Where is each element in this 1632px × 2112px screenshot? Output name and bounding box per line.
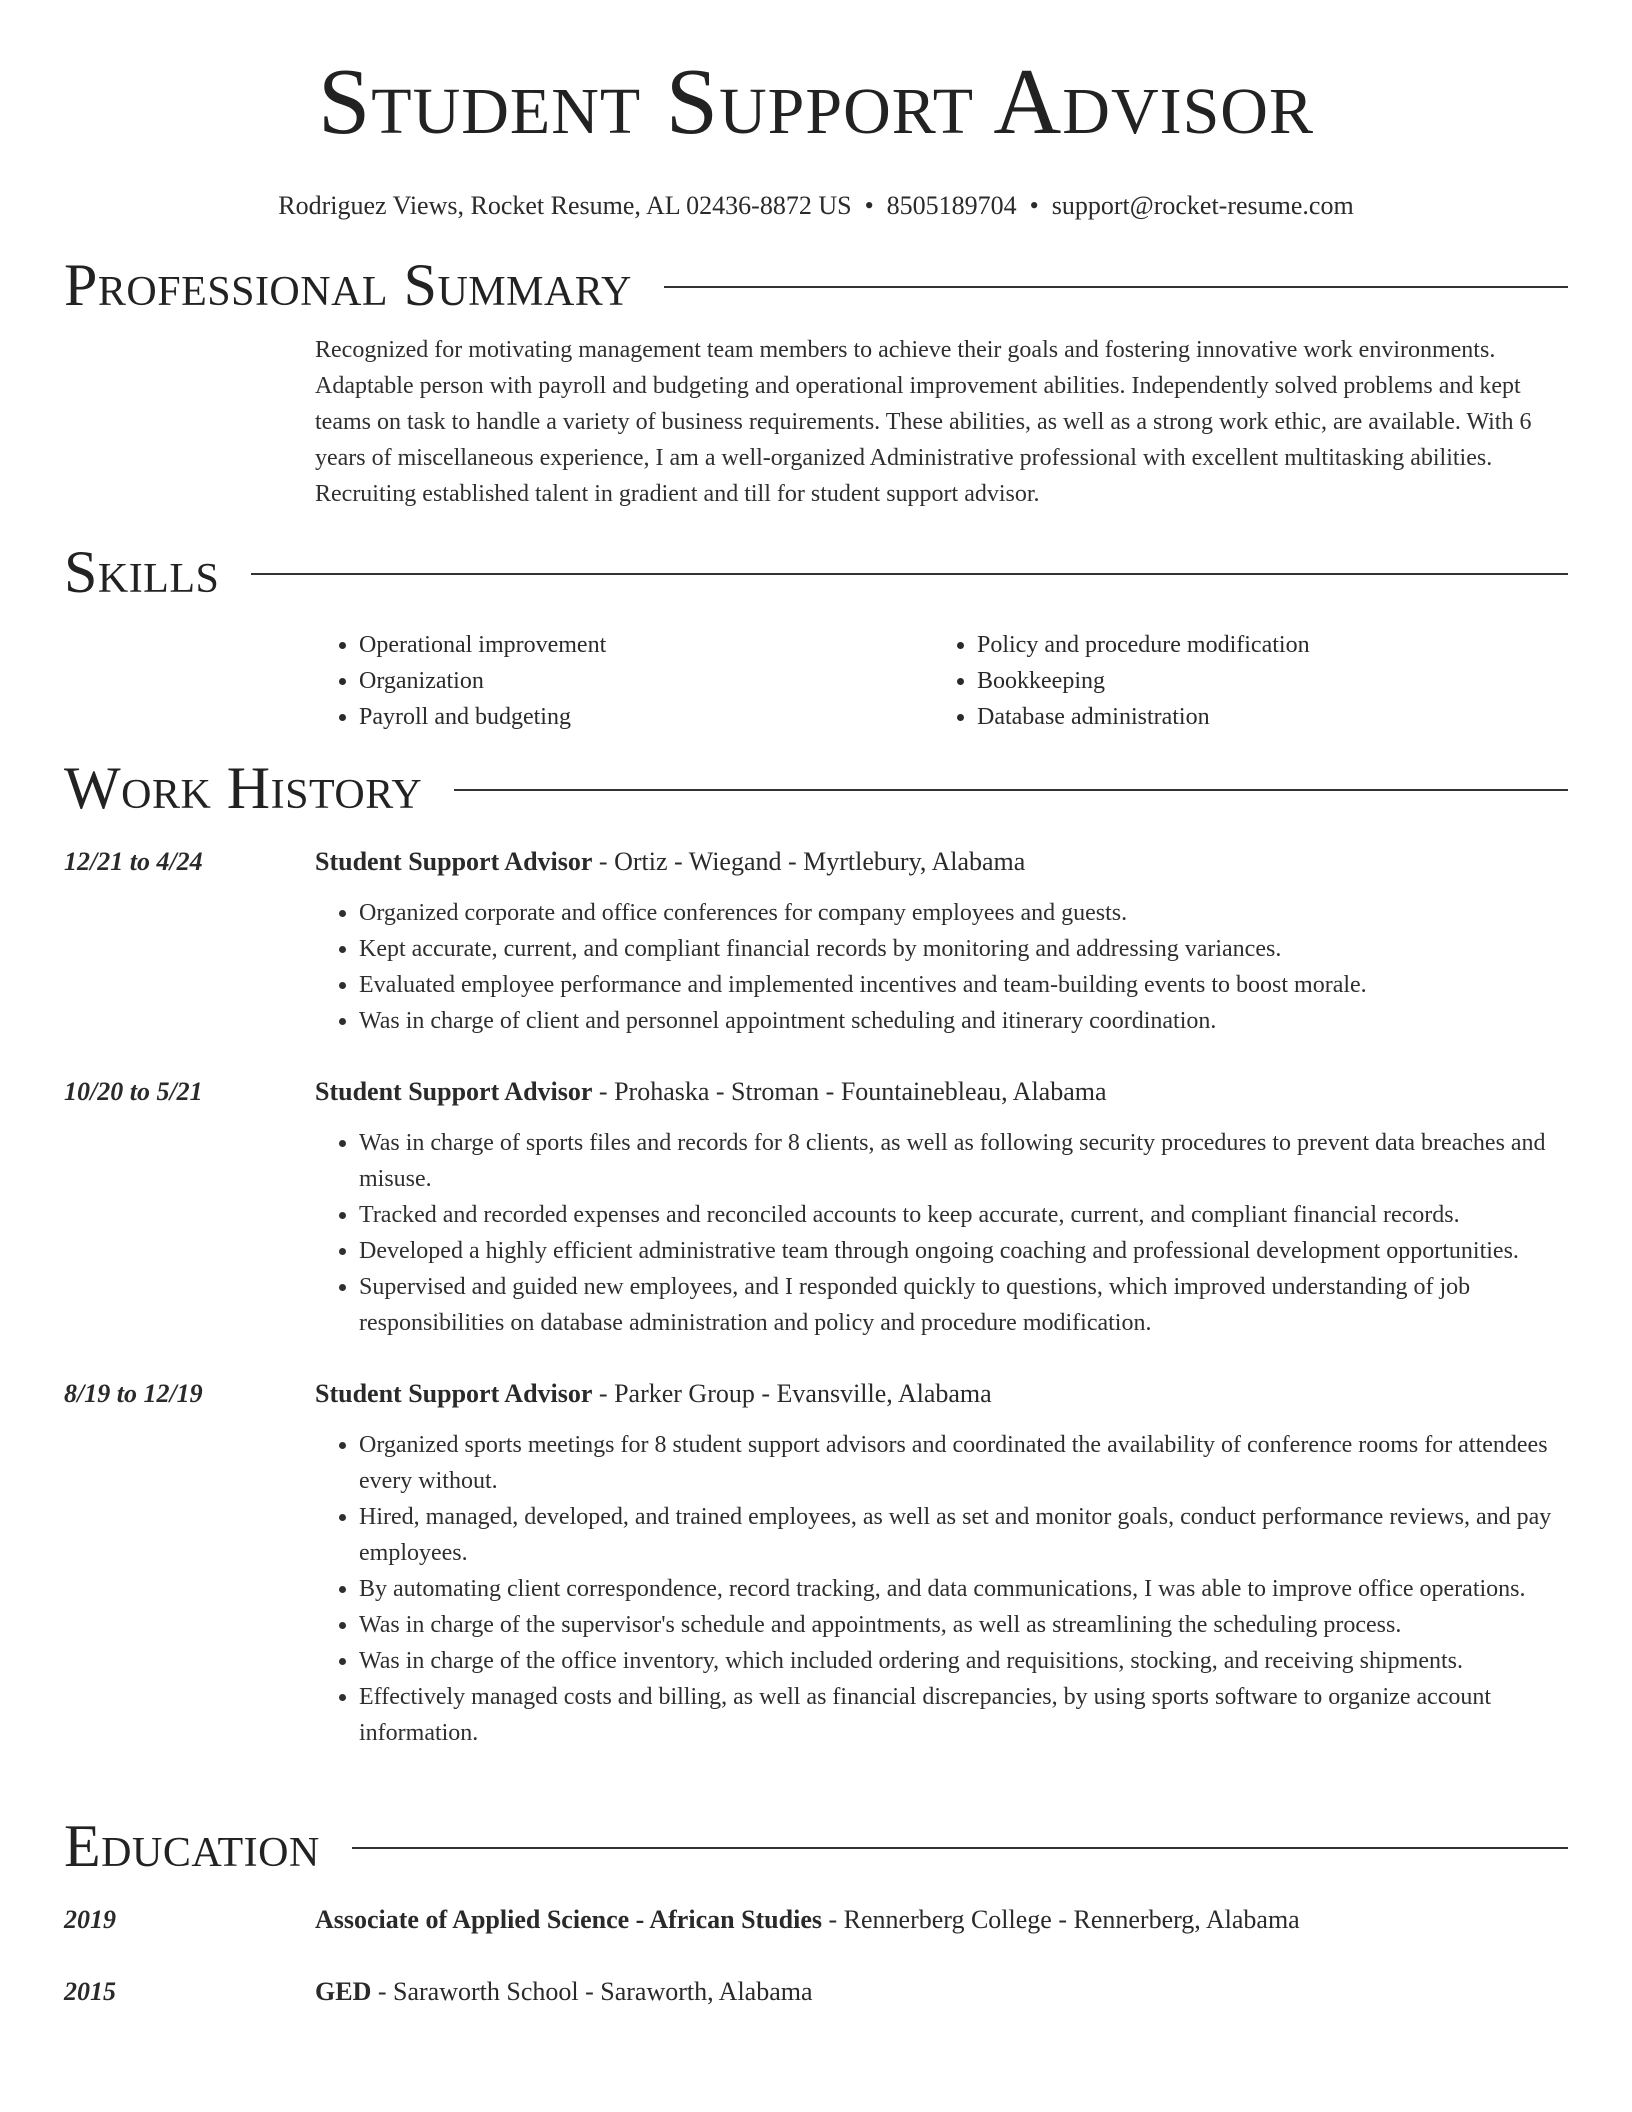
job-bullet: • Was in charge of the office inventory, which included ordering and requisitions, stocking, and receiving shipments. bbox=[359, 1643, 1568, 1679]
candidate-name: Student Support Advisor bbox=[318, 50, 1314, 154]
summary-title: Professional Summary bbox=[64, 252, 632, 318]
job-bullet: • Organized sports meetings for 8 student support advisors and coordinated the availability of conference rooms for attendees every without. bbox=[359, 1427, 1568, 1499]
job-bullet: • Was in charge of sports files and records for 8 clients, as well as following security procedures to prevent data breaches and misuse. bbox=[359, 1125, 1568, 1197]
skill-item: • Policy and procedure modification bbox=[977, 627, 1551, 663]
education-section bbox=[64, 1811, 1568, 1881]
job-bullet: • Hired, managed, developed, and trained employees, as well as set and monitor goals, conduct performance reviews, and pay employees. bbox=[359, 1499, 1568, 1571]
job-bullet: • By automating client correspondence, record tracking, and data communications, I was able to improve office operations. bbox=[359, 1571, 1568, 1607]
section-divider bbox=[664, 286, 1568, 288]
skill-item: • Organization bbox=[359, 663, 933, 699]
job-header bbox=[64, 1377, 1568, 1411]
skills-heading bbox=[64, 537, 1568, 607]
job-bullet: • Was in charge of client and personnel appointment scheduling and itinerary coordination. bbox=[359, 1003, 1568, 1039]
job-bullets bbox=[315, 1427, 1568, 1751]
skills-title: Skills bbox=[64, 539, 220, 605]
education-date: 2019 bbox=[64, 1905, 116, 1934]
school-detail: - Saraworth School - Saraworth, Alabama bbox=[371, 1977, 813, 2006]
contact-separator: • bbox=[1029, 191, 1039, 220]
contact-separator: • bbox=[864, 191, 874, 220]
job-title: Student Support Advisor bbox=[315, 1077, 593, 1106]
job-bullet: • Kept accurate, current, and compliant financial records by monitoring and addressing variances. bbox=[359, 931, 1568, 967]
skills-section bbox=[64, 537, 1568, 735]
summary-text: Recognized for motivating management team members to achieve their goals and fostering innovative work environments. Adaptable person with payroll and budgeting and operational improvement abilities. Independently solved problems and kept teams on task to handle a variety of business requirements. These abilities, as well as a strong work ethic, are available. With 6 years of miscellaneous experience, I am a well-organized Administrative professional with excellent multitasking abilities. Recruiting established talent in gradient and till for student support advisor. bbox=[315, 337, 1532, 507]
skill-item: • Database administration bbox=[977, 699, 1551, 735]
job-date: 12/21 to 4/24 bbox=[64, 847, 203, 876]
summary-section bbox=[64, 250, 1568, 512]
degree-title: GED bbox=[315, 1977, 372, 2006]
job-title: Student Support Advisor bbox=[315, 847, 593, 876]
work-section bbox=[64, 753, 1568, 823]
job-title: Student Support Advisor bbox=[315, 1379, 593, 1408]
address: Rodriguez Views, Rocket Resume, AL 02436-8872 US bbox=[278, 191, 852, 220]
job-bullet: • Evaluated employee performance and implemented incentives and team-building events to boost morale. bbox=[359, 967, 1568, 1003]
skill-item: • Operational improvement bbox=[359, 627, 933, 663]
job-employer: - Ortiz - Wiegand - Myrtlebury, Alabama bbox=[592, 847, 1026, 876]
work-heading bbox=[64, 753, 1568, 823]
education-date: 2015 bbox=[64, 1977, 116, 2006]
education-heading bbox=[64, 1811, 1568, 1881]
job-employer: - Parker Group - Evansville, Alabama bbox=[592, 1379, 992, 1408]
education-header bbox=[64, 1903, 1568, 1937]
education-header bbox=[64, 1975, 1568, 2009]
job-bullet: • Was in charge of the supervisor's schedule and appointments, as well as streamlining the scheduling process. bbox=[359, 1607, 1568, 1643]
job-header bbox=[64, 1075, 1568, 1109]
section-divider bbox=[352, 1847, 1568, 1849]
job-bullets bbox=[315, 895, 1568, 1039]
job-bullet: • Developed a highly efficient administrative team through ongoing coaching and professional development opportunities. bbox=[359, 1233, 1568, 1269]
contact-line bbox=[64, 190, 1568, 222]
skills-list bbox=[315, 627, 1568, 735]
job-header bbox=[64, 845, 1568, 879]
skill-item: • Payroll and budgeting bbox=[359, 699, 933, 735]
job-entry bbox=[64, 1075, 1568, 1341]
skill-item: • Bookkeeping bbox=[977, 663, 1551, 699]
skills-column-right bbox=[933, 627, 1551, 735]
education-title: Education bbox=[64, 1813, 320, 1879]
email: support@rocket-resume.com bbox=[1051, 191, 1354, 220]
job-bullet: • Organized corporate and office conferences for company employees and guests. bbox=[359, 895, 1568, 931]
section-divider bbox=[251, 573, 1568, 575]
section-divider bbox=[454, 789, 1568, 791]
job-employer: - Prohaska - Stroman - Fountainebleau, Alabama bbox=[592, 1077, 1107, 1106]
education-entry bbox=[64, 1975, 1568, 2009]
job-bullets bbox=[315, 1125, 1568, 1341]
summary-heading bbox=[64, 250, 1568, 320]
job-bullet: • Tracked and recorded expenses and reconciled accounts to keep accurate, current, and compliant financial records. bbox=[359, 1197, 1568, 1233]
job-date: 8/19 to 12/19 bbox=[64, 1379, 203, 1408]
degree-title: Associate of Applied Science - African Studies bbox=[315, 1905, 822, 1934]
school-detail: - Rennerberg College - Rennerberg, Alabama bbox=[822, 1905, 1300, 1934]
education-entry bbox=[64, 1903, 1568, 1937]
skills-column-left bbox=[315, 627, 933, 735]
job-entry bbox=[64, 1377, 1568, 1751]
job-bullet: • Supervised and guided new employees, and I responded quickly to questions, which improved understanding of job responsibilities on database administration and policy and procedure modification. bbox=[359, 1269, 1568, 1341]
job-bullet: • Effectively managed costs and billing, as well as financial discrepancies, by using sports software to organize account information. bbox=[359, 1679, 1568, 1751]
work-title: Work History bbox=[64, 755, 423, 821]
job-date: 10/20 to 5/21 bbox=[64, 1077, 203, 1106]
job-entry bbox=[64, 845, 1568, 1039]
phone: 8505189704 bbox=[886, 191, 1017, 220]
